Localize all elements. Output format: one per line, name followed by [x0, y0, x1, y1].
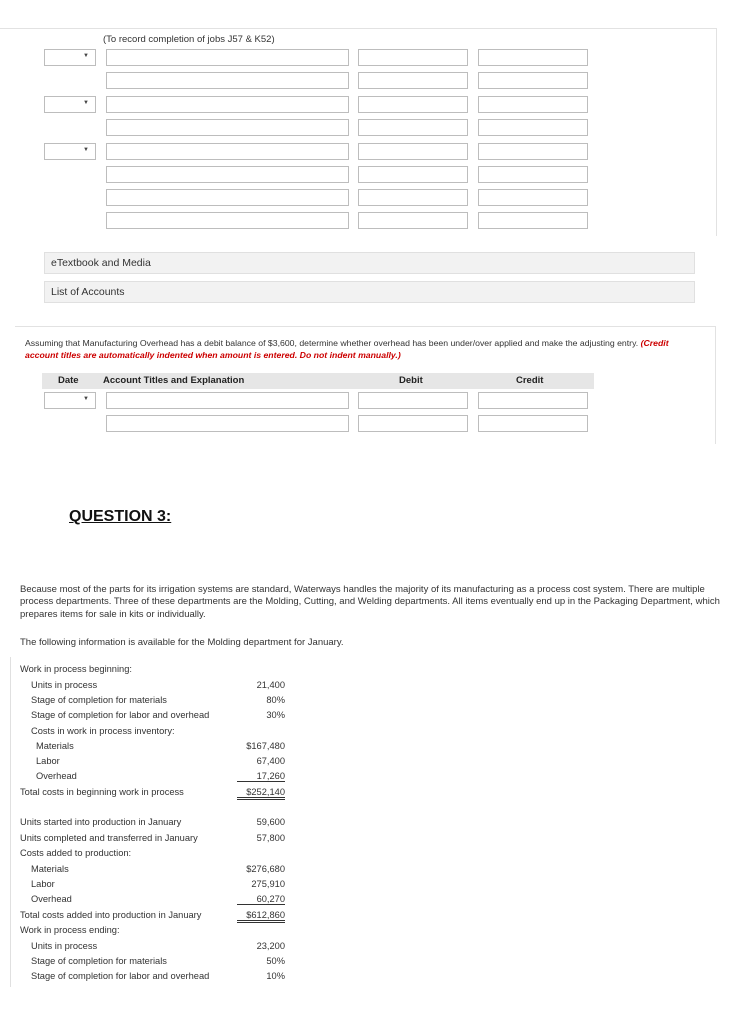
credit-input-6[interactable] — [478, 166, 588, 183]
debit-input-4[interactable] — [358, 119, 468, 136]
account-input-1[interactable] — [106, 49, 349, 66]
data-value: 60,270 — [237, 894, 285, 905]
adjusting-account-input-1[interactable] — [106, 392, 349, 409]
account-input-8[interactable] — [106, 212, 349, 229]
entry-header-row — [42, 373, 594, 389]
data-value: 21,400 — [256, 680, 285, 690]
header-date: Date — [58, 375, 79, 386]
debit-input-7[interactable] — [358, 189, 468, 206]
adjusting-date-select[interactable] — [44, 392, 96, 409]
header-debit: Debit — [399, 375, 423, 386]
debit-input-8[interactable] — [358, 212, 468, 229]
data-label: Units started into production in January — [20, 817, 182, 827]
data-label: Stage of completion for materials — [31, 956, 167, 966]
chevron-down-icon: ▼ — [83, 396, 89, 402]
data-label: Units completed and transferred in January — [20, 833, 198, 843]
credit-input-8[interactable] — [478, 212, 588, 229]
data-label: Labor — [36, 756, 60, 766]
account-input-5[interactable] — [106, 143, 349, 160]
adjusting-credit-input-1[interactable] — [478, 392, 588, 409]
data-value: 67,400 — [256, 756, 285, 766]
chevron-down-icon: ▼ — [83, 100, 89, 106]
account-input-2[interactable] — [106, 72, 349, 89]
data-label: Costs in work in process inventory: — [31, 726, 175, 736]
data-value: 23,200 — [256, 941, 285, 951]
account-input-6[interactable] — [106, 166, 349, 183]
chevron-down-icon: ▼ — [83, 147, 89, 153]
data-value: $612,860 — [237, 910, 285, 923]
data-label: Materials — [36, 741, 74, 751]
chevron-down-icon: ▼ — [83, 53, 89, 59]
data-value: 30% — [266, 710, 285, 720]
list-of-accounts-link[interactable]: List of Accounts — [44, 281, 695, 303]
account-input-4[interactable] — [106, 119, 349, 136]
date-select-1[interactable] — [44, 49, 96, 66]
data-value: 57,800 — [256, 833, 285, 843]
debit-input-1[interactable] — [358, 49, 468, 66]
data-value: 275,910 — [251, 879, 285, 889]
date-select-2[interactable] — [44, 96, 96, 113]
debit-input-2[interactable] — [358, 72, 468, 89]
adjusting-debit-input-1[interactable] — [358, 392, 468, 409]
question-paragraph: Because most of the parts for its irrigation systems are standard, Waterways handles the majority of its manufacturing as a process cost system. There are multiple process departments. Three of these departments are the Molding, Cutting, and Welding departments. All items eventually end up in the Packaging Department, which prepares items for sale in kits or individually. — [20, 584, 720, 620]
question-intro: The following information is available for the Molding department for January. — [20, 637, 344, 648]
adjusting-instruction — [25, 337, 695, 361]
data-label: Units in process — [31, 680, 98, 690]
data-value: 10% — [266, 971, 285, 981]
adjusting-account-input-2[interactable] — [106, 415, 349, 432]
debit-input-6[interactable] — [358, 166, 468, 183]
content-divider — [10, 657, 11, 987]
data-value: $252,140 — [237, 787, 285, 800]
data-value: $167,480 — [246, 741, 285, 751]
debit-input-5[interactable] — [358, 143, 468, 160]
adjusting-debit-input-2[interactable] — [358, 415, 468, 432]
data-label: Total costs added into production in January — [20, 910, 202, 920]
header-credit: Credit — [516, 375, 544, 386]
instruction-note: (Credit account titles are automatically indented when amount is entered. Do not indent manually.) — [25, 338, 669, 360]
question-title: QUESTION 3: — [69, 508, 172, 525]
credit-input-5[interactable] — [478, 143, 588, 160]
data-label: Work in process beginning: — [20, 664, 132, 674]
data-label: Overhead — [36, 771, 77, 781]
data-label: Stage of completion for labor and overhead — [31, 710, 210, 720]
account-input-3[interactable] — [106, 96, 349, 113]
credit-input-7[interactable] — [478, 189, 588, 206]
data-label: Total costs in beginning work in process — [20, 787, 184, 797]
instruction-text: Assuming that Manufacturing Overhead has a debit balance of $3,600, determine whether overhead has been under/over applied and make the adjusting entry. — [25, 338, 639, 348]
data-label: Units in process — [31, 941, 98, 951]
entry-caption: (To record completion of jobs J57 & K52) — [103, 34, 275, 45]
debit-input-3[interactable] — [358, 96, 468, 113]
data-label: Stage of completion for labor and overhead — [31, 971, 210, 981]
data-value: 50% — [266, 956, 285, 966]
data-label: Costs added to production: — [20, 848, 132, 858]
etextbook-link[interactable]: eTextbook and Media — [44, 252, 695, 274]
date-select-3[interactable] — [44, 143, 96, 160]
data-label: Labor — [31, 879, 55, 889]
data-label: Work in process ending: — [20, 925, 120, 935]
header-account: Account Titles and Explanation — [103, 375, 245, 386]
credit-input-1[interactable] — [478, 49, 588, 66]
data-value: 59,600 — [256, 817, 285, 827]
data-value: $276,680 — [246, 864, 285, 874]
data-value: 17,260 — [237, 771, 285, 782]
adjusting-credit-input-2[interactable] — [478, 415, 588, 432]
data-value: 80% — [266, 695, 285, 705]
account-input-7[interactable] — [106, 189, 349, 206]
data-label: Stage of completion for materials — [31, 695, 167, 705]
data-label: Materials — [31, 864, 69, 874]
credit-input-3[interactable] — [478, 96, 588, 113]
data-label: Overhead — [31, 894, 72, 904]
credit-input-4[interactable] — [478, 119, 588, 136]
credit-input-2[interactable] — [478, 72, 588, 89]
